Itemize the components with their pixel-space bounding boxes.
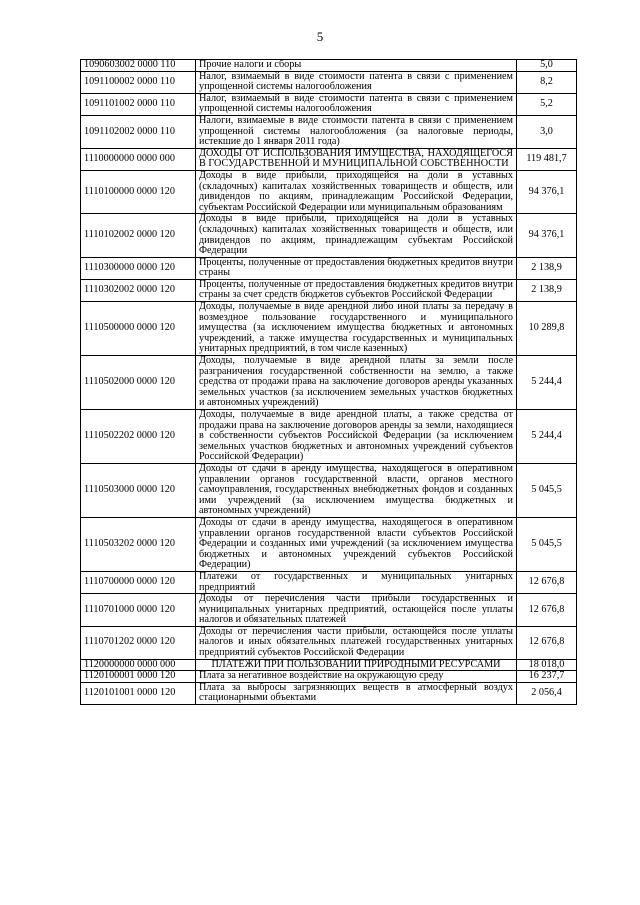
table-row — [81, 115, 577, 148]
row-amount: 3,0 — [517, 115, 577, 148]
row-name: Доходы в виде прибыли, приходящейся на доли в уставных (складочных) капиталах хозяйственных товариществ и обществ, или дивидендов по акциям, принадлежащим субъектам Российской Федерации — [196, 214, 517, 257]
table-row — [81, 410, 577, 464]
row-amount: 16 237,7 — [517, 671, 577, 683]
table-row — [81, 671, 577, 683]
row-name: Налоги, взимаемые в виде стоимости патента в связи с применением упрощенной системы налогообложения (за налоговые периоды, истекшие до 1 января 2011 года) — [196, 115, 517, 148]
page-number: 5 — [316, 29, 324, 44]
row-amount: 10 289,8 — [517, 302, 577, 356]
table-row — [81, 71, 577, 93]
row-amount: 94 376,1 — [517, 214, 577, 257]
table-row — [81, 170, 577, 213]
row-code: 1110503000 0000 120 — [81, 463, 196, 517]
row-amount: 5 045,5 — [517, 517, 577, 571]
row-code: 1110500000 0000 120 — [81, 302, 196, 356]
row-code: 1120000000 0000 000 — [81, 659, 196, 671]
table-row — [81, 626, 577, 659]
table-row — [81, 257, 577, 279]
table-row — [81, 93, 577, 115]
row-amount: 5 244,4 — [517, 356, 577, 410]
row-code: 1090603002 0000 110 — [81, 60, 196, 72]
table-row — [81, 682, 577, 704]
row-code: 1110701202 0000 120 — [81, 626, 196, 659]
row-amount: 94 376,1 — [517, 170, 577, 213]
row-code: 1110502000 0000 120 — [81, 356, 196, 410]
row-name: ПЛАТЕЖИ ПРИ ПОЛЬЗОВАНИИ ПРИРОДНЫМИ РЕСУРСАМИ — [196, 659, 517, 671]
row-code: 1120100001 0000 120 — [81, 671, 196, 683]
row-name: Доходы в виде прибыли, приходящейся на доли в уставных (складочных) капиталах хозяйственных товариществ и обществ, или дивидендов по акциям, принадлежащим Российской Федерации, субъектам Российской Федерации или муниципальным образованиям — [196, 170, 517, 213]
row-amount: 5,2 — [517, 93, 577, 115]
row-code: 1110700000 0000 120 — [81, 571, 196, 593]
row-name: ДОХОДЫ ОТ ИСПОЛЬЗОВАНИЯ ИМУЩЕСТВА, НАХОДЯЩЕГОСЯ В ГОСУДАРСТВЕННОЙ И МУНИЦИПАЛЬНОЙ СОБСТВЕННОСТИ — [196, 148, 517, 170]
row-code: 1110502202 0000 120 — [81, 410, 196, 464]
row-amount: 119 481,7 — [517, 148, 577, 170]
table-row — [81, 302, 577, 356]
row-code: 1110100000 0000 120 — [81, 170, 196, 213]
table-row — [81, 60, 577, 72]
row-amount: 5 045,5 — [517, 463, 577, 517]
table-row — [81, 594, 577, 627]
row-code: 1091101002 0000 110 — [81, 93, 196, 115]
row-code: 1120101001 0000 120 — [81, 682, 196, 704]
row-code: 1110701000 0000 120 — [81, 594, 196, 627]
row-code: 1110000000 0000 000 — [81, 148, 196, 170]
row-name: Налог, взимаемый в виде стоимости патента в связи с применением упрощенной системы налогообложения — [196, 71, 517, 93]
row-name: Плата за выбросы загрязняющих веществ в атмосферный воздух стационарными объектами — [196, 682, 517, 704]
row-code: 1091100002 0000 110 — [81, 71, 196, 93]
table-row — [81, 571, 577, 593]
row-amount: 2 056,4 — [517, 682, 577, 704]
table-row — [81, 517, 577, 571]
row-amount: 8,2 — [517, 71, 577, 93]
row-code: 1110102002 0000 120 — [81, 214, 196, 257]
row-name: Платежи от государственных и муниципальных унитарных предприятий — [196, 571, 517, 593]
row-amount: 5,0 — [517, 60, 577, 72]
row-name: Доходы, получаемые в виде арендной платы за земли после разграничения государственной собственности на землю, а также средства от продажи права на заключение договоров аренды указанных земельных участков (за исключением земельных участков бюджетных и автономных учреждений) — [196, 356, 517, 410]
row-amount: 2 138,9 — [517, 257, 577, 279]
row-name: Проценты, полученные от предоставления бюджетных кредитов внутри страны за счет средств бюджетов субъектов Российской Федерации — [196, 279, 517, 301]
table-row — [81, 356, 577, 410]
table-row — [81, 148, 577, 170]
row-code: 1110503202 0000 120 — [81, 517, 196, 571]
row-amount: 12 676,8 — [517, 571, 577, 593]
row-name: Доходы от перечисления части прибыли, остающейся после уплаты налогов и иных обязательных платежей государственных унитарных предприятий субъектов Российской Федерации — [196, 626, 517, 659]
row-amount: 2 138,9 — [517, 279, 577, 301]
row-name: Доходы от сдачи в аренду имущества, находящегося в оперативном управлении органов государственной власти субъектов Российской Федерации и созданных ими учреждений (за исключением имущества бюджетных и автономных учреждений субъектов Российской Федерации) — [196, 517, 517, 571]
table-row — [81, 214, 577, 257]
row-code: 1110302002 0000 120 — [81, 279, 196, 301]
row-name: Проценты, полученные от предоставления бюджетных кредитов внутри страны — [196, 257, 517, 279]
row-amount: 12 676,8 — [517, 626, 577, 659]
row-name: Доходы, получаемые в виде арендной платы, а также средства от продажи права на заключение договоров аренды за земли, находящиеся в собственности субъектов Российской Федерации (за исключением земельных участков бюджетных и автономных учреждений субъектов Российской Федерации) — [196, 410, 517, 464]
row-name: Доходы, получаемые в виде арендной либо иной платы за передачу в возмездное пользование государственного и муниципального имущества (за исключением имущества бюджетных и автономных учреждений, а также имущества государственных и муниципальных унитарных предприятий, в том числе казенных) — [196, 302, 517, 356]
row-amount: 5 244,4 — [517, 410, 577, 464]
row-amount: 12 676,8 — [517, 594, 577, 627]
row-name: Прочие налоги и сборы — [196, 60, 517, 72]
revenue-table — [80, 59, 577, 705]
row-name: Доходы от перечисления части прибыли государственных и муниципальных унитарных предприятий, остающейся после уплаты налогов и обязательных платежей — [196, 594, 517, 627]
row-name: Доходы от сдачи в аренду имущества, находящегося в оперативном управлении органов государственной власти, органов местного самоуправления, государственных внебюджетных фондов и созданных ими учреждений (за исключением имущества бюджетных и автономных учреждений) — [196, 463, 517, 517]
table-row — [81, 659, 577, 671]
table-row — [81, 279, 577, 301]
table-row — [81, 463, 577, 517]
row-code: 1091102002 0000 110 — [81, 115, 196, 148]
row-name: Плата за негативное воздействие на окружающую среду — [196, 671, 517, 683]
row-amount: 18 018,0 — [517, 659, 577, 671]
row-name: Налог, взимаемый в виде стоимости патента в связи с применением упрощенной системы налогообложения — [196, 93, 517, 115]
row-code: 1110300000 0000 120 — [81, 257, 196, 279]
